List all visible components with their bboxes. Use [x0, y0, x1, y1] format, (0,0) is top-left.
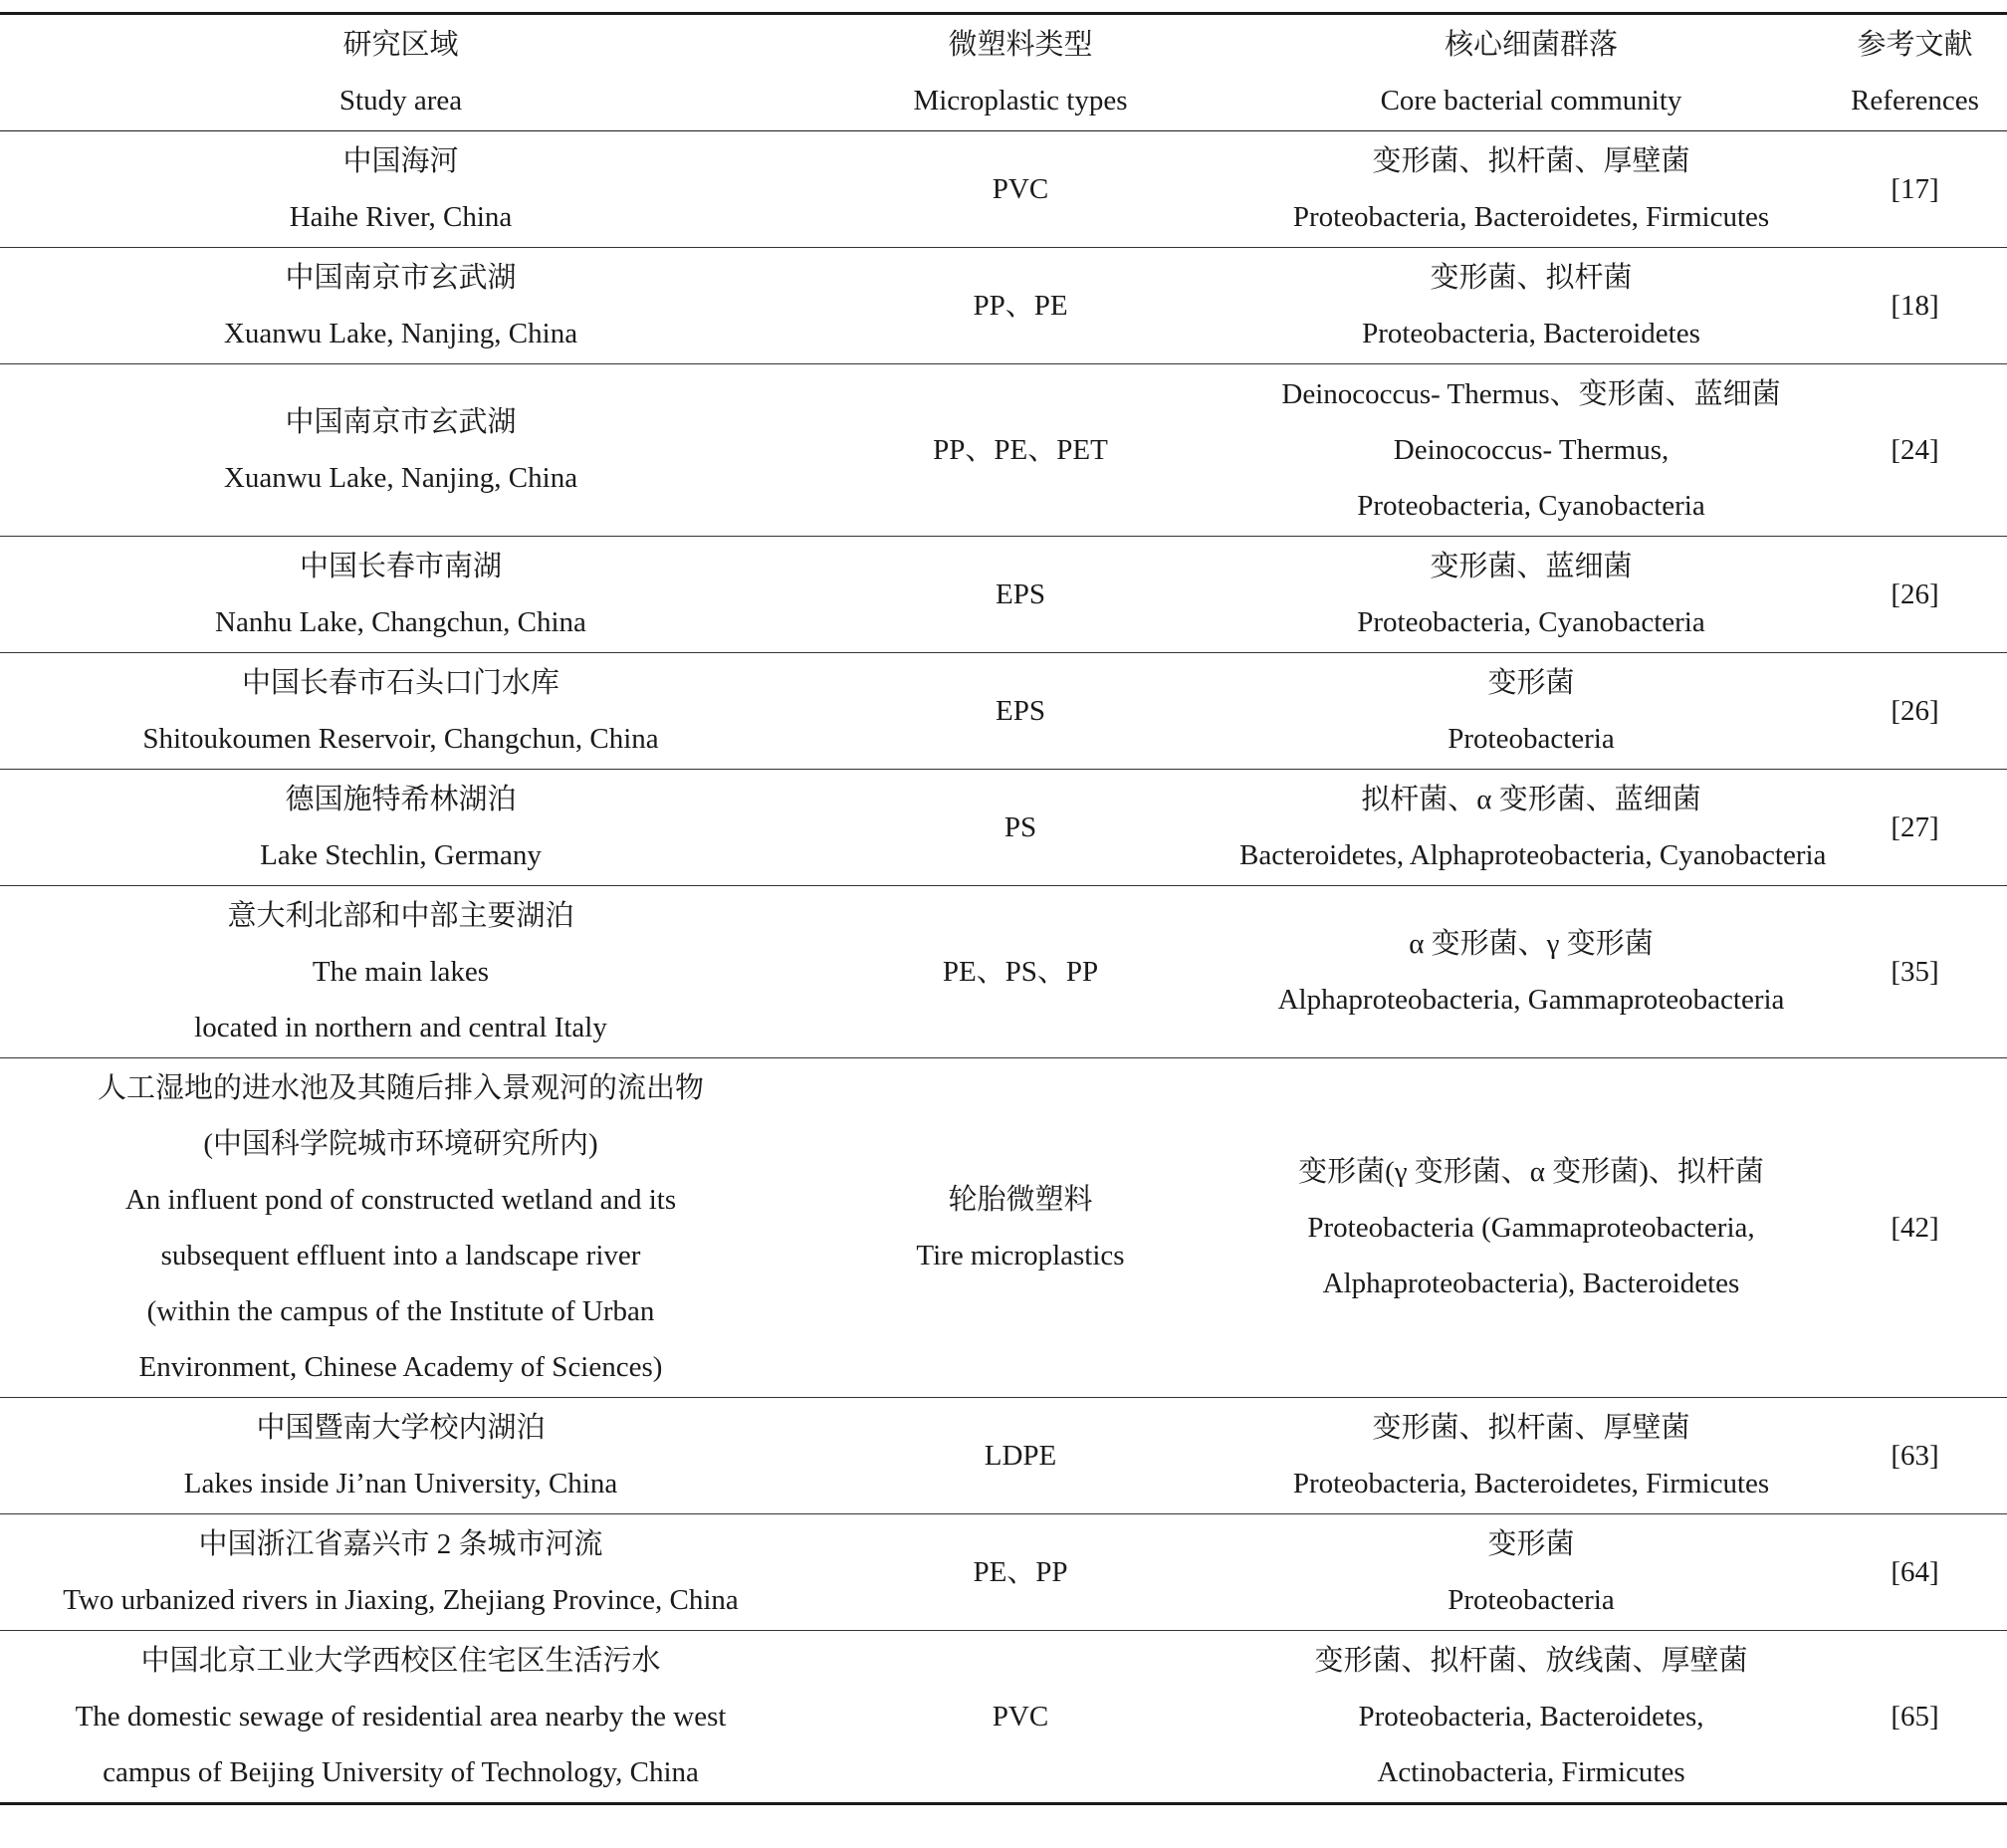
- bacterial-community-cell-line: 变形菌、拟杆菌、厚壁菌: [1372, 145, 1690, 177]
- table-row: [0, 1058, 2007, 1398]
- bacterial-community-cell-line: 变形菌、拟杆菌、厚壁菌: [1372, 1412, 1690, 1444]
- study-area-cell: [0, 1631, 801, 1804]
- bacterial-community-cell: [1239, 248, 1823, 364]
- study-area-cell-line: subsequent effluent into a landscape river: [160, 1240, 641, 1271]
- study-area-cell-line: Xuanwu Lake, Nanjing, China: [223, 318, 578, 349]
- bacterial-community-cell: [1239, 1058, 1823, 1398]
- bacterial-community-cell-line: Deinococcus- Thermus,: [1393, 434, 1670, 466]
- study-area-cell-line: 中国北京工业大学西校区住宅区生活污水: [140, 1645, 661, 1677]
- table-row: [0, 537, 2007, 653]
- header-microplastic-types: [801, 14, 1239, 131]
- study-area-cell-line: 中国暨南大学校内湖泊: [256, 1412, 546, 1444]
- study-area-cell-line: The main lakes: [312, 956, 490, 988]
- microplastic-type-cell-line: EPS: [996, 578, 1045, 610]
- bacterial-community-cell: [1239, 886, 1823, 1058]
- reference-cell: [17]: [1823, 131, 2007, 248]
- microplastic-type-cell: [801, 1514, 1239, 1631]
- bacterial-community-cell-line: α 变形菌、γ 变形菌: [1409, 928, 1654, 960]
- study-area-cell-line: 德国施特希林湖泊: [285, 784, 517, 815]
- reference-cell: [63]: [1823, 1398, 2007, 1514]
- study-area-cell: [0, 131, 801, 248]
- study-area-cell: [0, 770, 801, 886]
- microplastic-type-cell: [801, 770, 1239, 886]
- microplastic-type-cell-line: PS: [1004, 811, 1037, 843]
- microplastic-type-cell-line: 轮胎微塑料: [948, 1184, 1093, 1216]
- bacterial-community-cell: [1239, 653, 1823, 770]
- table-row: [0, 364, 2007, 537]
- study-area-cell-line: An influent pond of constructed wetland and its: [124, 1184, 677, 1216]
- table-row: [0, 248, 2007, 364]
- microplastic-type-cell-line: LDPE: [984, 1440, 1057, 1472]
- bacterial-community-cell: [1239, 131, 1823, 248]
- microplastic-type-cell: [801, 653, 1239, 770]
- reference-cell: [65]: [1823, 1631, 2007, 1804]
- study-area-cell-line: Lakes inside Ji’nan University, China: [183, 1468, 618, 1500]
- study-area-cell-line: (中国科学院城市环境研究所内): [203, 1128, 598, 1160]
- study-area-cell: [0, 886, 801, 1058]
- header-microplastic-types-en: Microplastic types: [913, 85, 1128, 116]
- microplastic-type-cell-line: EPS: [996, 695, 1045, 727]
- study-area-cell: [0, 1398, 801, 1514]
- reference-cell: [35]: [1823, 886, 2007, 1058]
- table-row: [0, 770, 2007, 886]
- table-row: [0, 886, 2007, 1058]
- header-study-area: [0, 14, 801, 131]
- bacterial-community-cell: [1239, 770, 1827, 886]
- header-references-zh: 参考文献: [1857, 29, 1973, 61]
- study-area-cell: [0, 537, 801, 653]
- microplastic-type-cell-line: PP、PE、PET: [933, 434, 1108, 466]
- study-area-cell-line: Two urbanized rivers in Jiaxing, Zhejiang Province, China: [63, 1584, 739, 1616]
- bacterial-community-cell: [1239, 364, 1823, 537]
- table-row: [0, 1631, 2007, 1804]
- study-area-cell-line: 意大利北部和中部主要湖泊: [227, 900, 574, 932]
- table-body: [0, 131, 2007, 1804]
- header-core-bacterial-community-zh: 核心细菌群落: [1444, 29, 1618, 61]
- study-area-cell: [0, 248, 801, 364]
- header-study-area-en: Study area: [338, 85, 463, 116]
- microplastic-type-cell-line: PVC: [992, 1701, 1049, 1732]
- microplastic-type-cell-line: Tire microplastics: [916, 1240, 1125, 1271]
- bacterial-community-cell-line: Alphaproteobacteria), Bacteroidetes: [1322, 1268, 1740, 1299]
- study-area-cell-line: Environment, Chinese Academy of Sciences): [138, 1351, 663, 1383]
- study-area-cell-line: 中国海河: [342, 145, 459, 177]
- bacterial-community-cell-line: Proteobacteria, Cyanobacteria: [1357, 606, 1705, 638]
- reference-cell: [26]: [1823, 653, 2007, 770]
- bacterial-community-cell-line: Actinobacteria, Firmicutes: [1377, 1756, 1685, 1788]
- header-microplastic-types-zh: 微塑料类型: [948, 29, 1093, 61]
- bacterial-community-cell-line: Proteobacteria, Bacteroidetes,: [1358, 1701, 1704, 1732]
- study-area-cell-line: Nanhu Lake, Changchun, China: [215, 606, 586, 638]
- study-area-cell: [0, 1514, 801, 1631]
- bacterial-community-cell-line: Proteobacteria, Bacteroidetes: [1362, 318, 1700, 349]
- microplastic-type-cell-line: PVC: [992, 173, 1049, 205]
- study-area-cell-line: Xuanwu Lake, Nanjing, China: [223, 462, 578, 494]
- bacterial-community-cell-line: 拟杆菌、α 变形菌、蓝细菌: [1361, 784, 1701, 815]
- study-area-cell-line: The domestic sewage of residential area nearby the west: [75, 1701, 727, 1732]
- microplastic-type-cell: [801, 364, 1239, 537]
- microplastic-type-cell-line: PE、PS、PP: [942, 956, 1099, 988]
- reference-cell: [27]: [1823, 770, 2007, 886]
- data-table: [0, 12, 2007, 1805]
- table-row: [0, 131, 2007, 248]
- microplastic-type-cell: [801, 1398, 1239, 1514]
- reference-cell: [26]: [1823, 537, 2007, 653]
- reference-cell: [42]: [1823, 1058, 2007, 1398]
- study-area-cell-line: 人工湿地的进水池及其随后排入景观河的流出物: [97, 1072, 704, 1104]
- header-study-area-zh: 研究区域: [342, 29, 459, 61]
- reference-cell: [64]: [1823, 1514, 2007, 1631]
- study-area-cell-line: 中国长春市石头口门水库: [241, 667, 559, 699]
- study-area-cell-line: located in northern and central Italy: [194, 1012, 607, 1043]
- study-area-cell: [0, 364, 801, 537]
- bacterial-community-cell-line: Proteobacteria (Gammaproteobacteria,: [1307, 1212, 1755, 1244]
- bacterial-community-cell-line: Proteobacteria: [1448, 723, 1615, 755]
- reference-cell: [18]: [1823, 248, 2007, 364]
- bacterial-community-cell-line: 变形菌、蓝细菌: [1430, 551, 1633, 582]
- microplastic-type-cell: [801, 886, 1239, 1058]
- bacterial-community-cell-line: Proteobacteria, Bacteroidetes, Firmicutes: [1292, 1468, 1770, 1500]
- header-row: [0, 14, 2007, 131]
- table-header: [0, 14, 2007, 131]
- header-references-en: References: [1851, 85, 1979, 116]
- microplastic-type-cell-line: PE、PP: [973, 1556, 1068, 1588]
- study-area-cell-line: 中国长春市南湖: [299, 551, 502, 582]
- study-area-cell: [0, 653, 801, 770]
- bacterial-community-cell-line: 变形菌(γ 变形菌、α 变形菌)、拟杆菌: [1298, 1156, 1764, 1188]
- study-area-cell-line: 中国浙江省嘉兴市 2 条城市河流: [198, 1528, 603, 1560]
- study-area-cell-line: Haihe River, China: [289, 201, 513, 233]
- bacterial-community-cell-line: 变形菌、拟杆菌、放线菌、厚壁菌: [1314, 1645, 1748, 1677]
- microplastic-type-cell: [801, 537, 1239, 653]
- study-area-cell-line: Shitoukoumen Reservoir, Changchun, China: [142, 723, 659, 755]
- study-area-cell-line: (within the campus of the Institute of Urban: [146, 1295, 655, 1327]
- bacterial-community-cell: [1239, 1514, 1823, 1631]
- bacterial-community-cell: [1239, 1398, 1823, 1514]
- bacterial-community-cell-line: Deinococcus- Thermus、变形菌、蓝细菌: [1281, 378, 1781, 410]
- microplastic-type-cell: [801, 248, 1239, 364]
- header-core-bacterial-community: [1239, 14, 1823, 131]
- bacterial-community-cell-line: Proteobacteria, Bacteroidetes, Firmicutes: [1292, 201, 1770, 233]
- study-area-cell: [0, 1058, 801, 1398]
- study-area-cell-line: 中国南京市玄武湖: [285, 406, 517, 438]
- table-row: [0, 1398, 2007, 1514]
- microplastic-type-cell-line: PP、PE: [973, 290, 1068, 322]
- bacterial-community-cell-line: 变形菌、拟杆菌: [1430, 262, 1633, 294]
- study-area-cell-line: 中国南京市玄武湖: [285, 262, 517, 294]
- header-core-bacterial-community-en: Core bacterial community: [1380, 85, 1682, 116]
- microplastic-type-cell: [801, 1631, 1239, 1804]
- header-references: [1823, 14, 2007, 131]
- bacterial-community-cell-line: 变形菌: [1487, 1528, 1575, 1560]
- table-row: [0, 653, 2007, 770]
- bacterial-community-cell-line: 变形菌: [1487, 667, 1575, 699]
- bacterial-community-cell: [1239, 537, 1823, 653]
- bacterial-community-cell: [1239, 1631, 1823, 1804]
- bacterial-community-cell-line: Bacteroidetes, Alphaproteobacteria, Cyanobacteria: [1239, 839, 1827, 871]
- bacterial-community-cell-line: Alphaproteobacteria, Gammaproteobacteria: [1277, 984, 1785, 1016]
- bacterial-community-cell-line: Proteobacteria: [1448, 1584, 1615, 1616]
- study-area-cell-line: campus of Beijing University of Technology, China: [103, 1756, 699, 1788]
- bacterial-community-cell-line: Proteobacteria, Cyanobacteria: [1357, 490, 1705, 522]
- reference-cell: [24]: [1823, 364, 2007, 537]
- study-area-cell-line: Lake Stechlin, Germany: [260, 839, 542, 871]
- microplastic-type-cell: [801, 131, 1239, 248]
- microplastic-type-cell: [801, 1058, 1239, 1398]
- table-row: [0, 1514, 2007, 1631]
